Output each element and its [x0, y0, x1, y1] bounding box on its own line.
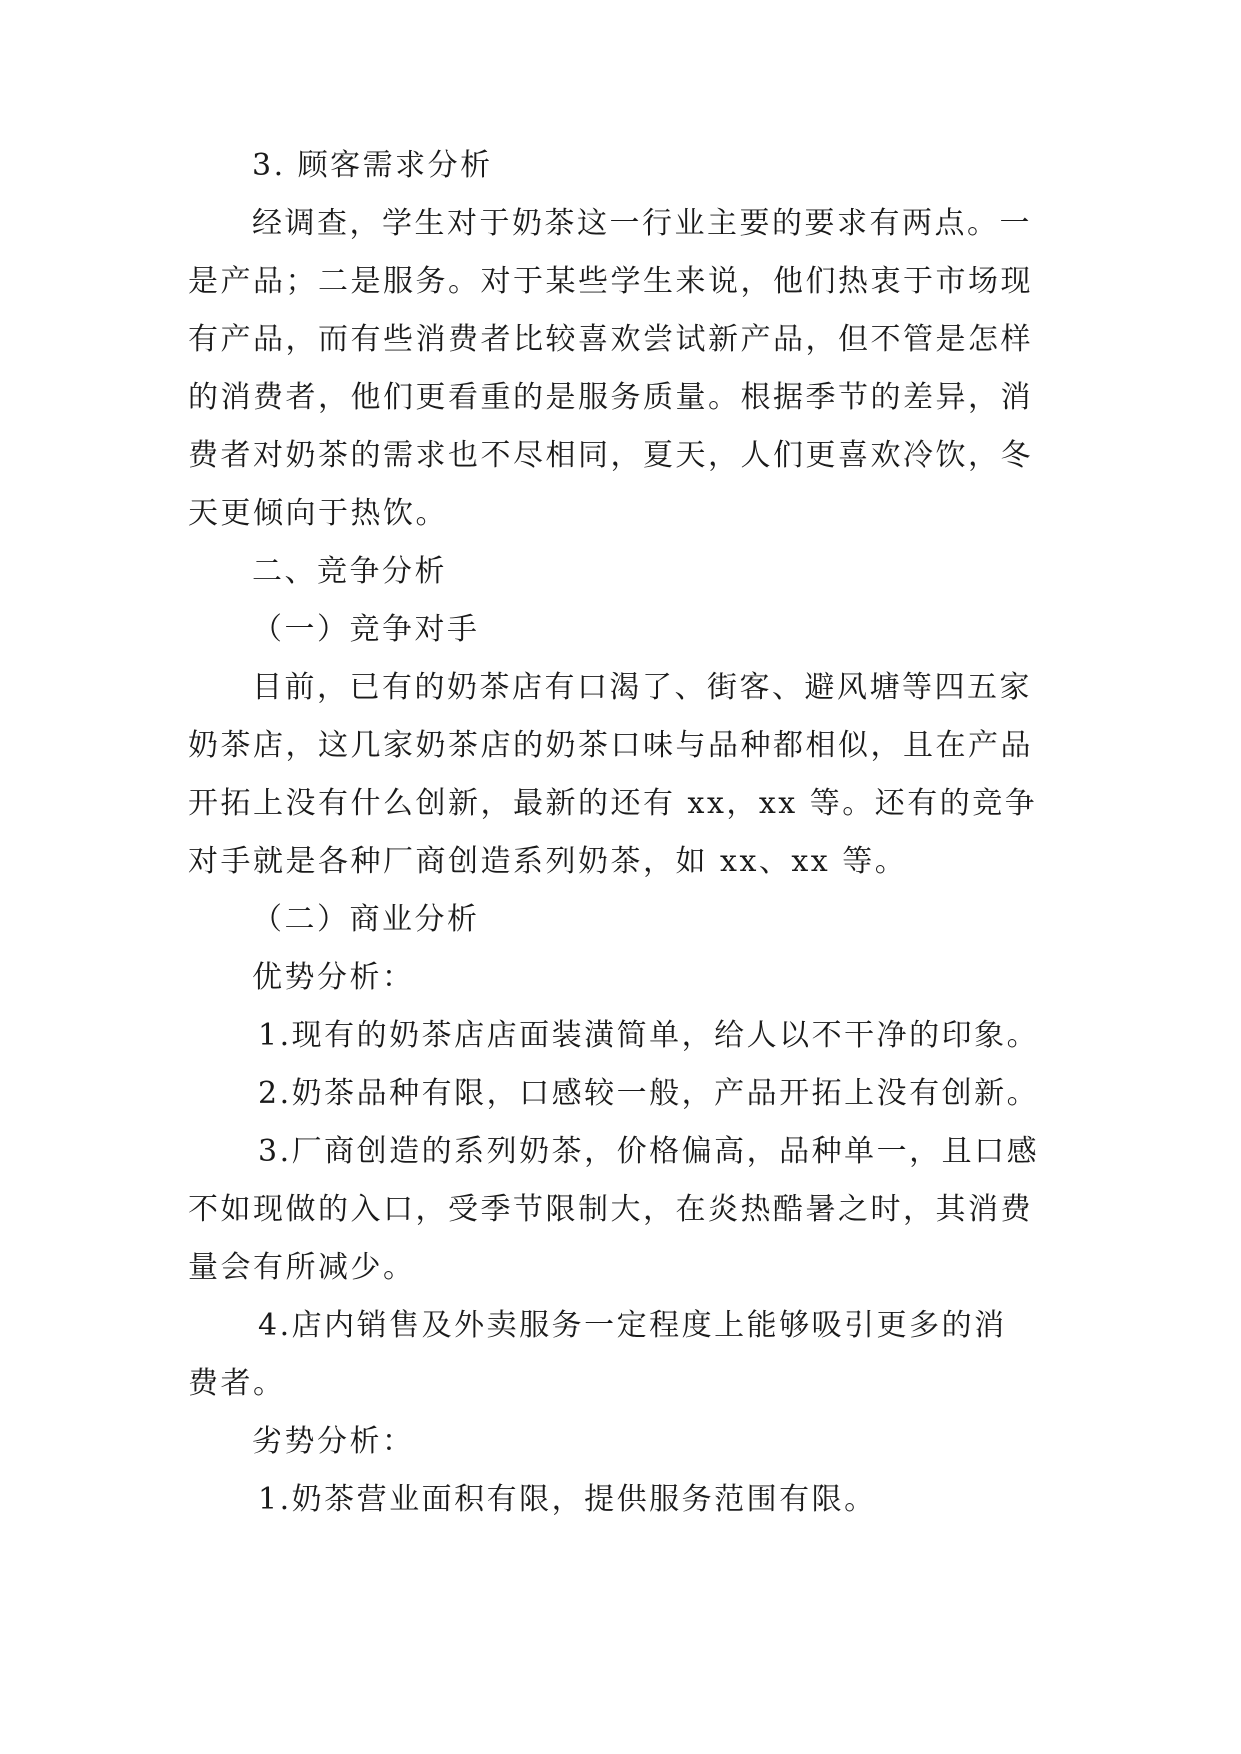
list-item: 3.厂商创造的系列奶茶，价格偏高，品种单一，且口感 — [258, 1134, 1040, 1169]
list-item: 4.店内销售及外卖服务一定程度上能够吸引更多的消 — [258, 1308, 1007, 1343]
subsection-heading-business-analysis: （二）商业分析 — [252, 902, 480, 937]
paragraph-line: 的消费者，他们更看重的是服务质量。根据季节的差异，消 — [188, 380, 1033, 415]
paragraph-line: 量会有所减少。 — [188, 1250, 416, 1285]
subsection-heading-customer-needs: 3. 顾客需求分析 — [252, 148, 493, 183]
list-item: 1.奶茶营业面积有限，提供服务范围有限。 — [258, 1482, 877, 1517]
paragraph-line: 费者对奶茶的需求也不尽相同，夏天，人们更喜欢冷饮，冬 — [188, 438, 1033, 473]
paragraph-line: 是产品；二是服务。对于某些学生来说，他们热衷于市场现 — [188, 264, 1033, 299]
paragraph-line: 天更倾向于热饮。 — [188, 496, 448, 531]
subsection-heading-competitors: （一）竞争对手 — [252, 612, 480, 647]
paragraph-line: 有产品，而有些消费者比较喜欢尝试新产品，但不管是怎样 — [188, 322, 1033, 357]
paragraph-line: 不如现做的入口，受季节限制大，在炎热酷暑之时，其消费 — [188, 1192, 1033, 1227]
paragraph-line: 奶茶店，这几家奶茶店的奶茶口味与品种都相似，且在产品 — [188, 728, 1033, 763]
section-heading-competition: 二、竞争分析 — [252, 554, 447, 589]
paragraph-line: 对手就是各种厂商创造系列奶茶，如 xx、xx 等。 — [188, 844, 908, 879]
paragraph-line: 目前，已有的奶茶店有口渴了、街客、避风塘等四五家 — [252, 670, 1032, 705]
paragraph-line: 经调查，学生对于奶茶这一行业主要的要求有两点。一 — [252, 206, 1032, 241]
label-weaknesses: 劣势分析： — [252, 1424, 415, 1459]
paragraph-line: 开拓上没有什么创新，最新的还有 xx，xx 等。还有的竞争 — [188, 786, 1038, 821]
paragraph-line: 费者。 — [188, 1366, 286, 1401]
label-strengths: 优势分析： — [252, 960, 415, 995]
list-item: 2.奶茶品种有限，口感较一般，产品开拓上没有创新。 — [258, 1076, 1040, 1111]
list-item: 1.现有的奶茶店店面装潢简单，给人以不干净的印象。 — [258, 1018, 1040, 1053]
